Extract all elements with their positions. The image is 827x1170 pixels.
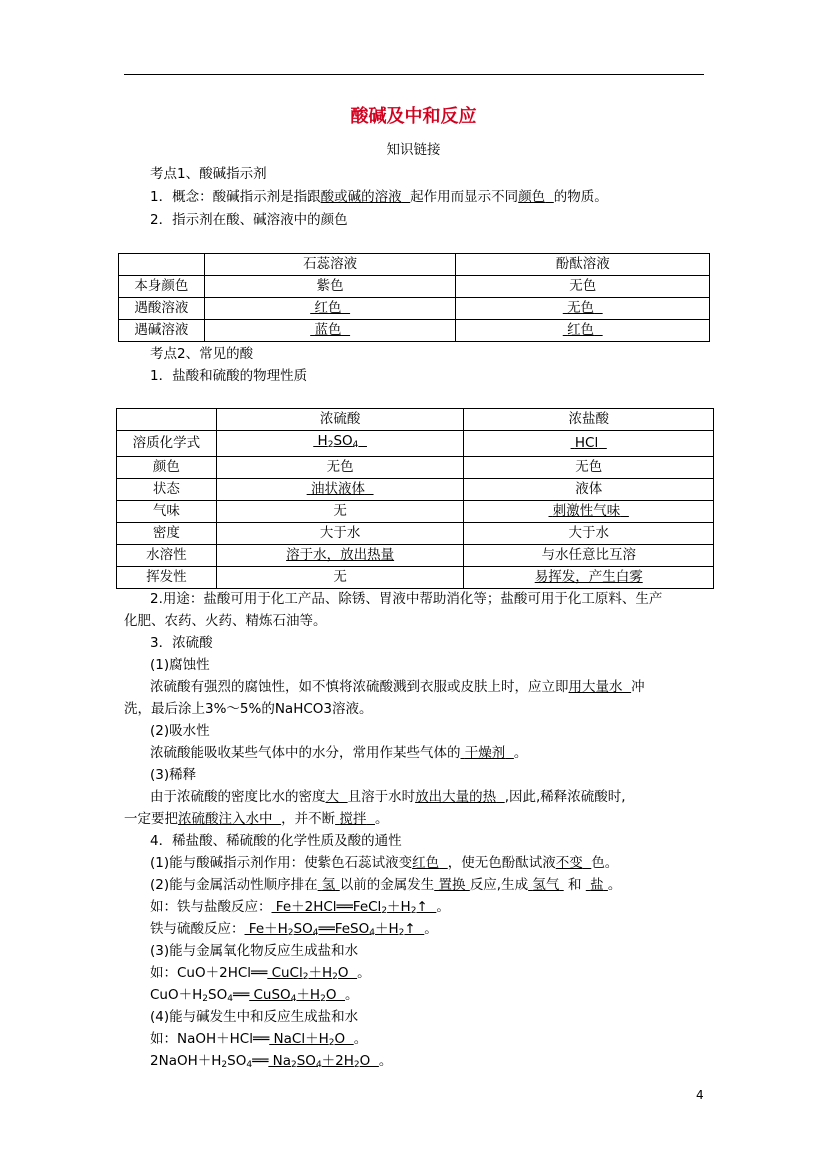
topic-1-heading: 考点1、酸碱指示剂	[150, 166, 267, 182]
cuo-h2so4-equation: $CuO+H_2SO_4══$ $CuSO_4+H_2O$ 。	[150, 987, 359, 1004]
page-number: 4	[696, 1088, 704, 1102]
neutralization-heading: (4)能与碱发生中和反应生成盐和水	[150, 1009, 359, 1025]
iron-h2so4-equation: 铁与硫酸反应： $Fe+H_2SO_4══FeSO_4+H_2↑$ 。	[150, 921, 438, 938]
page-title: 酸碱及中和反应	[350, 106, 477, 127]
concept-line: 1．概念：酸碱指示剂是指跟酸或碱的溶液 起作用而显示不同颜色 的物质。	[150, 189, 608, 205]
header-rule	[124, 74, 704, 75]
absorb-text: 浓硫酸能吸收某些气体中的水分，常用作某些气体的 干燥剂 。	[150, 745, 528, 761]
chem-properties-heading: 4．稀盐酸、稀硫酸的化学性质及酸的通性	[150, 833, 402, 849]
naoh-hcl-equation: 如：NaOH＋HCl══ $NaCl+H_2O$ 。	[150, 1031, 368, 1048]
corrosive-heading: (1)腐蚀性	[150, 657, 210, 673]
metal-reaction: (2)能与金属活动性顺序排在 氢 以前的金属发生 置换 反应,生成 氢气 和 盐 。	[150, 877, 622, 893]
naoh-h2so4-equation: $2NaOH+H_2SO_4══$ $Na_2SO_4+2H_2O$ 。	[150, 1053, 393, 1070]
acid-properties-table	[116, 408, 714, 589]
indicator-table	[118, 253, 710, 342]
indicator-colors-heading: 2．指示剂在酸、碱溶液中的颜色	[150, 212, 348, 228]
table-row: 遇碱溶液 蓝色 红色	[119, 320, 710, 342]
cuo-hcl-equation: 如：CuO＋2HCl══ $CuCl_2+H_2O$ 。	[150, 965, 371, 982]
corrosive-text-2: 洗，最后涂上3%～5%的NaHCO3溶液。	[124, 701, 373, 717]
table-row: 石蕊溶液 酚酞溶液	[119, 254, 710, 276]
iron-hcl-equation: 如：铁与盐酸反应： $Fe+2HCl══FeCl_2+H_2↑$ 。	[150, 899, 450, 916]
uses-line-2: 化肥、农药、火药、精炼石油等。	[124, 613, 327, 629]
table-row: 遇酸溶液 红色 无色	[119, 298, 710, 320]
indicator-reaction: (1)能与酸碱指示剂作用：使紫色石蕊试液变红色 ，使无色酚酞试液不变 色。	[150, 855, 619, 871]
uses-line-1: 2.用途：盐酸可用于化工产品、除锈、胃液中帮助消化等；盐酸可用于化工原料、生产	[150, 591, 663, 607]
table-row: 气味 无 刺激性气味	[117, 501, 714, 523]
dilution-heading: (3)稀释	[150, 767, 197, 783]
conc-sulfuric-heading: 3．浓硫酸	[150, 635, 213, 651]
metal-oxide-heading: (3)能与金属氧化物反应生成盐和水	[150, 943, 359, 959]
section-subtitle: 知识链接	[386, 142, 441, 158]
absorb-heading: (2)吸水性	[150, 723, 210, 739]
corrosive-text-1: 浓硫酸有强烈的腐蚀性，如不慎将浓硫酸溅到衣服或皮肤上时，应立即用大量水 冲	[150, 679, 645, 695]
table-row: 浓硫酸 浓盐酸	[117, 409, 714, 431]
table-row: 密度 大于水 大于水	[117, 523, 714, 545]
physical-properties-heading: 1．盐酸和硫酸的物理性质	[150, 368, 308, 384]
dilution-text-1: 由于浓硫酸的密度比水的密度大 且溶于水时放出大量的热 ,因此,稀释浓硫酸时,	[150, 789, 626, 805]
table-row: 水溶性 溶于水，放出热量 与水任意比互溶	[117, 545, 714, 567]
table-row: 挥发性 无 易挥发，产生白雾	[117, 567, 714, 589]
dilution-text-2: 一定要把浓硫酸注入水中 ，并不断 搅拌 。	[124, 811, 389, 827]
table-row: 溶质化学式 $H_2SO_4$ HCl	[117, 431, 714, 457]
topic-2-heading: 考点2、常见的酸	[150, 346, 254, 362]
table-row: 状态 油状液体 液体	[117, 479, 714, 501]
table-row: 颜色 无色 无色	[117, 457, 714, 479]
table-row: 本身颜色 紫色 无色	[119, 276, 710, 298]
